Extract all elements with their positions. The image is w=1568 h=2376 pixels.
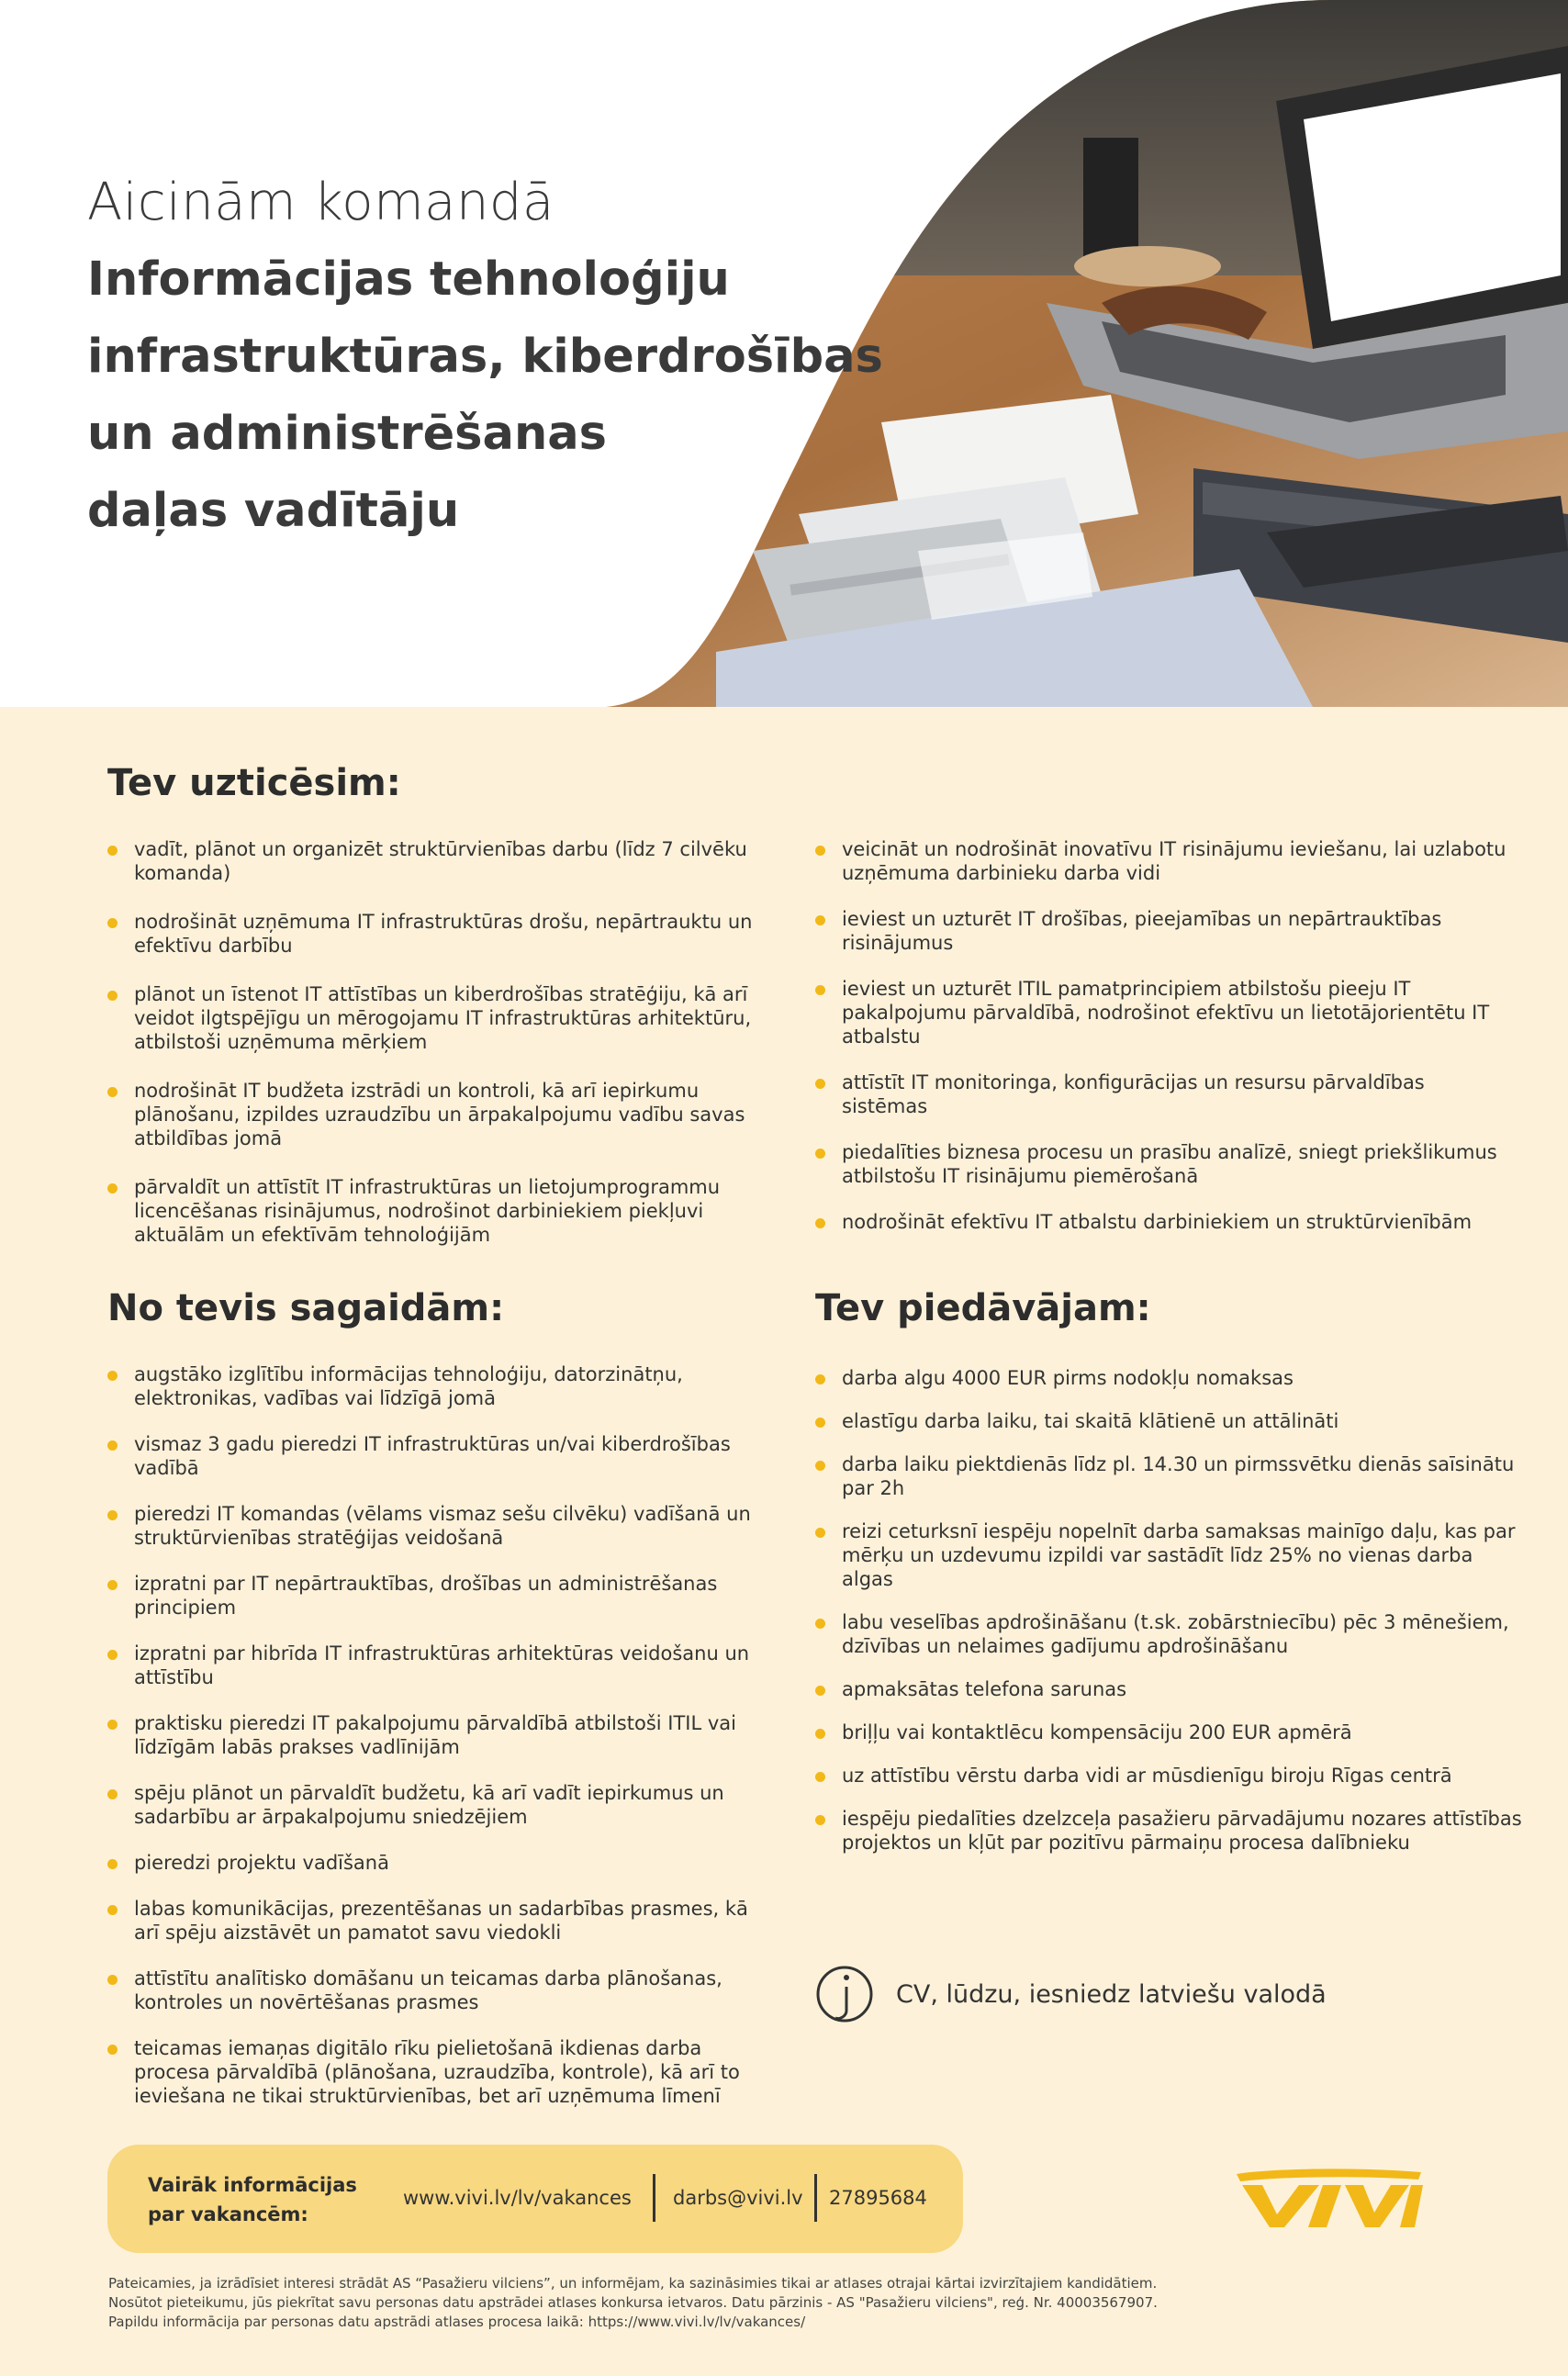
list-item-text: veicināt un nodrošināt inovatīvu IT risinājumu ieviešanu, lai uzlabotu uzņēmuma darbinieku darba vidi — [842, 838, 1506, 884]
bullet-dot-icon — [107, 1440, 118, 1451]
bullet-dot-icon — [815, 1772, 825, 1782]
list-item — [815, 1610, 1522, 1658]
list-item — [815, 1140, 1513, 1188]
list-item — [107, 1851, 759, 1875]
list-item — [815, 1210, 1513, 1234]
list-item-text: darba laiku piektdienās līdz pl. 14.30 un pirmssvētku dienās saīsinātu par 2h — [842, 1453, 1515, 1499]
list-item-text: nodrošināt IT budžeta izstrādi un kontroli, kā arī iepirkumu plānošanu, izpildes uzraudzību un ārpakalpojumu vadību savas atbildības jomā — [134, 1080, 745, 1149]
bullet-dot-icon — [815, 1079, 825, 1089]
list-item — [107, 1642, 759, 1689]
list-item — [107, 1362, 759, 1410]
list-item-text: augstāko izglītību informācijas tehnoloģiju, datorzinātņu, elektronikas, vadības vai līdzīgā jomā — [134, 1363, 683, 1409]
contact-label: Vairāk informācijas par vakancēm: — [148, 2174, 357, 2225]
list-item-text: izpratni par IT nepārtrauktības, drošības un administrēšanas principiem — [134, 1573, 718, 1619]
list-item — [815, 1677, 1522, 1701]
responsibilities-list-right — [815, 837, 1513, 1256]
list-item-text: labu veselības apdrošināšanu (t.sk. zobārstniecību) pēc 3 mēnešiem, dzīvības un nelaimes gadījumu apdrošināšanu — [842, 1611, 1509, 1657]
job-title: Informācijas tehnoloģiju infrastruktūras, kiberdrošības un administrēšanas daļas vadītāju — [87, 252, 883, 538]
list-item-text: ieviest un uzturēt IT drošības, pieejamības un nepārtrauktības risinājumus — [842, 908, 1442, 954]
list-item-text: elastīgu darba laiku, tai skaitā klātienē un attālināti — [842, 1410, 1339, 1432]
list-item-text: vadīt, plānot un organizēt struktūrvienības darbu (līdz 7 cilvēku komanda) — [134, 838, 747, 884]
list-item-text: apmaksātas telefona sarunas — [842, 1678, 1127, 1700]
list-item — [107, 837, 759, 885]
vivi-logo — [1235, 2167, 1423, 2229]
list-item-text: attīstītu analītisko domāšanu un teicamas darba plānošanas, kontroles un novērtēšanas prasmes — [134, 1967, 722, 2013]
list-item — [815, 1764, 1522, 1788]
list-item — [107, 982, 759, 1054]
info-icon — [815, 1965, 874, 2023]
bullet-dot-icon — [107, 1720, 118, 1730]
list-item — [815, 1807, 1522, 1855]
footer-line: Nosūtot pieteikumu, jūs piekrītat savu personas datu apstrādei atlases konkursa ietvaros. Datu pārzinis - AS "Pasažieru vilciens", reģ. Nr. 40003567907. — [108, 2294, 1158, 2311]
bullet-dot-icon — [815, 846, 825, 856]
list-item-text: pieredzi projektu vadīšanā — [134, 1852, 389, 1874]
responsibilities-heading: Tev uzticēsim: — [107, 762, 401, 804]
list-item-text: nodrošināt uzņēmuma IT infrastruktūras drošu, nepārtrauktu un efektīvu darbību — [134, 911, 753, 957]
hero-kicker: Aicinām komandā — [87, 173, 554, 232]
list-item-text: nodrošināt efektīvu IT atbalstu darbiniekiem un struktūrvienībām — [842, 1211, 1473, 1233]
bullet-dot-icon — [815, 1619, 825, 1629]
bullet-dot-icon — [107, 1580, 118, 1590]
bullet-dot-icon — [815, 1815, 825, 1825]
bullet-dot-icon — [815, 1374, 825, 1384]
contact-bar — [107, 2145, 963, 2253]
cv-note-text: CV, lūdzu, iesniedz latviešu valodā — [896, 1979, 1327, 2009]
footer-line: Papildu informācija par personas datu apstrādi atlases procesa laikā: https://www.vivi.lv/lv/vakances/ — [108, 2314, 806, 2330]
bullet-dot-icon — [107, 1087, 118, 1097]
list-item-text: ieviest un uzturēt ITIL pamatprincipiem atbilstošu pieeju IT pakalpojumu pārvaldībā, nodrošinot efektīvu un lietotājorientētu IT atbalstu — [842, 978, 1490, 1048]
list-item-text: iespēju piedalīties dzelzceļa pasažieru pārvadājumu nozares attīstības projektos un kļūt par pozitīvu pārmaiņu procesa dalībnieku — [842, 1808, 1522, 1854]
bullet-dot-icon — [815, 1729, 825, 1739]
bullet-dot-icon — [107, 1371, 118, 1381]
list-item — [107, 1175, 759, 1247]
bullet-dot-icon — [107, 918, 118, 928]
list-item — [107, 1572, 759, 1619]
list-item — [815, 1452, 1522, 1500]
bullet-dot-icon — [107, 846, 118, 856]
list-item — [815, 837, 1513, 885]
list-item-text: briļļu vai kontaktlēcu kompensāciju 200 EUR apmērā — [842, 1721, 1352, 1743]
bullet-dot-icon — [107, 1789, 118, 1799]
bullet-dot-icon — [107, 1975, 118, 1985]
list-item-text: labas komunikācijas, prezentēšanas un sadarbības prasmes, kā arī spēju aizstāvēt un pamatot savu viedokli — [134, 1898, 748, 1944]
list-item — [107, 1711, 759, 1759]
requirements-heading: No tevis sagaidām: — [107, 1287, 505, 1329]
list-item — [815, 1519, 1522, 1591]
cv-note — [815, 1965, 1327, 2023]
list-item — [815, 977, 1513, 1048]
bullet-dot-icon — [815, 985, 825, 995]
bullet-dot-icon — [107, 1183, 118, 1194]
bullet-dot-icon — [815, 1149, 825, 1159]
bullet-dot-icon — [815, 1218, 825, 1228]
footer-line: Pateicamies, ja izrādīsiet interesi strādāt AS “Pasažieru vilciens”, un informējam, ka sazināsimies tikai ar atlases otrajai kārtai izvirzītajiem kandidātiem. — [108, 2275, 1158, 2292]
offer-list — [815, 1366, 1522, 1874]
list-item-text: darba algu 4000 EUR pirms nodokļu nomaksas — [842, 1367, 1294, 1389]
list-item-text: izpratni par hibrīda IT infrastruktūras arhitektūras veidošanu un attīstību — [134, 1642, 750, 1688]
bullet-dot-icon — [815, 915, 825, 925]
bullet-dot-icon — [815, 1528, 825, 1538]
list-item — [815, 907, 1513, 955]
hero-section — [0, 0, 1568, 707]
list-item — [107, 1502, 759, 1550]
responsibilities-list-left — [107, 837, 759, 1272]
list-item-text: spēju plānot un pārvaldīt budžetu, kā arī vadīt iepirkumus un sadarbību ar ārpakalpojumu sniedzējiem — [134, 1782, 724, 1828]
bullet-dot-icon — [815, 1686, 825, 1696]
list-item-text: pārvaldīt un attīstīt IT infrastruktūras un lietojumprogrammu licencēšanas risinājumus, nodrošinot darbiniekiem piekļuvi aktuālām un efektīvām tehnoloģijām — [134, 1176, 721, 1246]
list-item — [815, 1409, 1522, 1433]
list-item-text: plānot un īstenot IT attīstības un kiberdrošības stratēģiju, kā arī veidot ilgtspējīgu un mērogojamu IT infrastruktūras arhitektūru, atbilstoši uzņēmuma mērķiem — [134, 983, 752, 1053]
email-link[interactable]: darbs@vivi.lv — [673, 2187, 803, 2209]
requirements-list — [107, 1362, 759, 2130]
bullet-dot-icon — [815, 1461, 825, 1471]
vacancies-link[interactable]: www.vivi.lv/lv/vakances — [403, 2187, 632, 2209]
bullet-dot-icon — [107, 1905, 118, 1915]
list-item — [107, 1781, 759, 1829]
bullet-dot-icon — [107, 1650, 118, 1660]
list-item — [107, 1432, 759, 1480]
contact-divider — [653, 2174, 655, 2222]
list-item — [107, 2036, 759, 2108]
list-item — [107, 1967, 759, 2014]
list-item-text: piedalīties biznesa procesu un prasību analīzē, sniegt priekšlikumus atbilstošu IT risinājumu piemērošanā — [842, 1141, 1497, 1187]
legal-footer — [108, 2274, 1302, 2332]
list-item-text: attīstīt IT monitoringa, konfigurācijas un resursu pārvaldības sistēmas — [842, 1071, 1425, 1117]
bullet-dot-icon — [107, 1859, 118, 1869]
bullet-dot-icon — [107, 1510, 118, 1520]
list-item — [815, 1366, 1522, 1390]
bullet-dot-icon — [107, 2045, 118, 2055]
list-item — [815, 1070, 1513, 1118]
list-item — [107, 1079, 759, 1150]
contact-divider — [814, 2174, 817, 2222]
list-item-text: praktisku pieredzi IT pakalpojumu pārvaldībā atbilstoši ITIL vai līdzīgām labās prakses vadlīnijām — [134, 1712, 736, 1758]
bullet-dot-icon — [815, 1418, 825, 1428]
list-item-text: uz attīstību vērstu darba vidi ar mūsdienīgu biroju Rīgas centrā — [842, 1765, 1452, 1787]
list-item — [107, 910, 759, 958]
list-item — [107, 1897, 759, 1945]
list-item-text: vismaz 3 gadu pieredzi IT infrastruktūras un/vai kiberdrošības vadībā — [134, 1433, 731, 1479]
list-item-text: pieredzi IT komandas (vēlams vismaz sešu cilvēku) vadīšanā un struktūrvienības stratēģijas veidošanā — [134, 1503, 751, 1549]
phone-number[interactable]: 27895684 — [829, 2187, 927, 2209]
list-item-text: teicamas iemaņas digitālo rīku pielietošanā ikdienas darba procesa pārvaldībā (plānošana, uzraudzība, kontrole), kā arī to ieviešana ne tikai struktūrvienības, bet arī uzņēmuma līmenī — [134, 2037, 740, 2107]
offer-heading: Tev piedāvājam: — [815, 1287, 1151, 1329]
bullet-dot-icon — [107, 991, 118, 1001]
list-item-text: reizi ceturksnī iespēju nopelnīt darba samaksas mainīgo daļu, kas par mērķu un uzdevumu izpildi var sastādīt līdz 25% no vienas darba algas — [842, 1520, 1516, 1590]
list-item — [815, 1720, 1522, 1744]
